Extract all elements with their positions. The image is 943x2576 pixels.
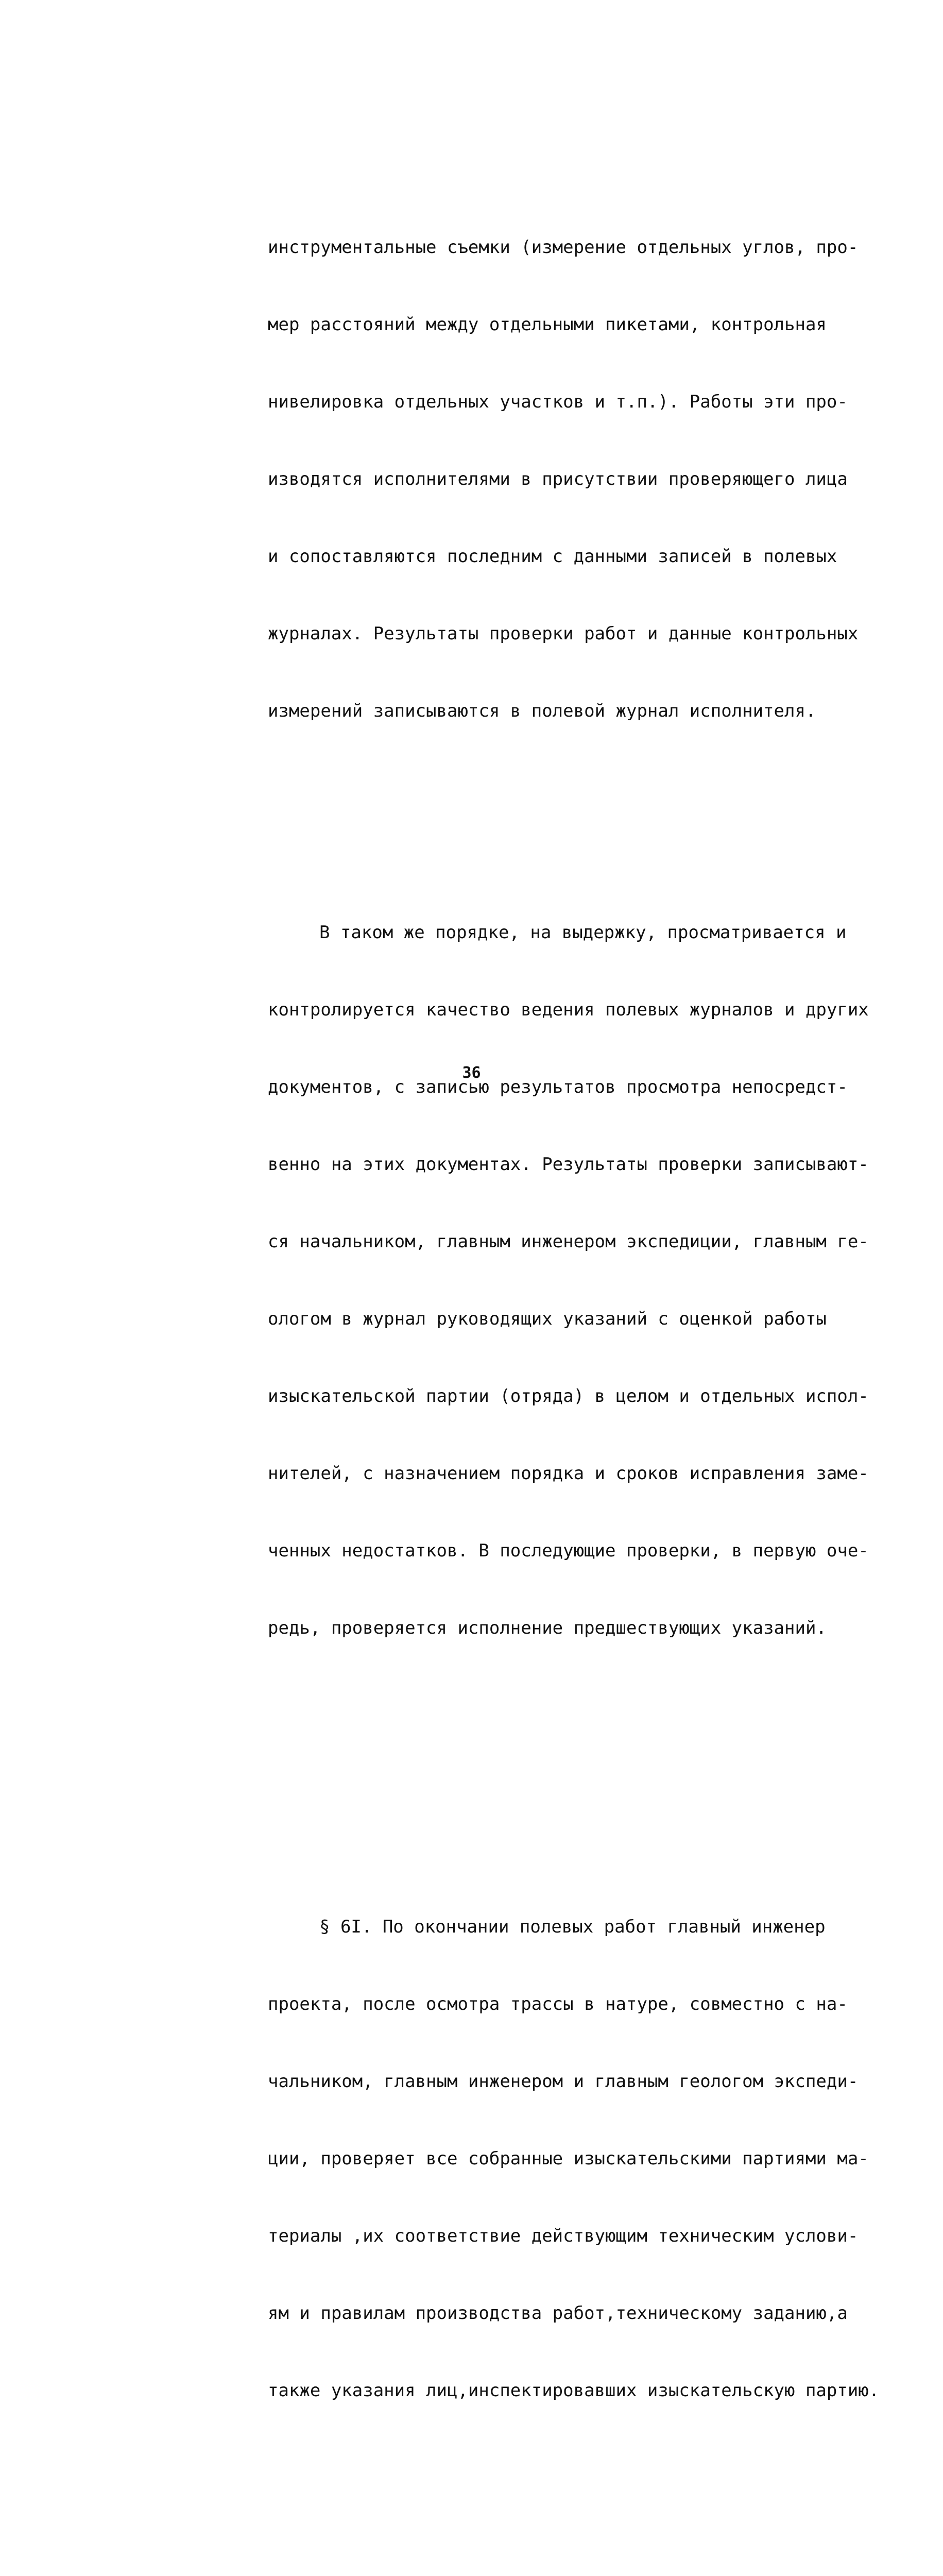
text-line: изыскательской партии (отряда) в целом и отдельных испол-	[268, 1386, 869, 1406]
text-line: документов, с записью результатов просмотра непосредст-	[268, 1077, 848, 1097]
text-line: нителей, с назначением порядка и сроков исправления заме-	[268, 1463, 869, 1484]
page-number: 36	[462, 1064, 481, 1082]
text-line: венно на этих документах. Результаты проверки записывают-	[268, 1154, 869, 1175]
text-line: контролируется качество ведения полевых журналов и других	[268, 999, 869, 1020]
text-line: редь, проверяется исполнение предшествующих указаний.	[268, 1618, 827, 1638]
text-line: В таком же порядке, на выдержку, просматривается и	[319, 922, 847, 943]
paragraph-section-62	[268, 2548, 886, 2576]
text-line: ченных недостатков. В последующие проверки, в первую оче-	[268, 1540, 869, 1561]
text-line: ции, проверяет все собранные изыскательскими партиями ма-	[268, 2148, 869, 2169]
text-line: § 6I. По окончании полевых работ главный инженер	[319, 1917, 826, 1937]
text-line: мер расстояний между отдельными пикетами, контрольная	[268, 314, 827, 335]
paragraph-1	[268, 183, 886, 775]
paragraph-2	[268, 868, 886, 1770]
text-line: ологом в журнал руководящих указаний с оценкой работы	[268, 1309, 827, 1329]
text-line: чальником, главным инженером и главным геологом экспеди-	[268, 2071, 859, 2092]
text-line: измерений записываются в полевой журнал исполнителя.	[268, 701, 816, 721]
text-line: также указания лиц,инспектировавших изыскательскую партию.	[268, 2380, 880, 2401]
text-line: нивелировка отдельных участков и т.п.). Работы эти про-	[268, 392, 848, 412]
text-line: изводятся исполнителями в присутствии проверяющего лица	[268, 469, 848, 489]
text-line: проекта, после осмотра трассы в натуре, совместно с на-	[268, 1994, 848, 2014]
text-line: ся начальником, главным инженером экспедиции, главным ге-	[268, 1231, 869, 1252]
paragraph-section-61	[268, 1862, 886, 2455]
text-line: журналах. Результаты проверки работ и данные контрольных	[268, 623, 859, 644]
text-line	[268, 1692, 886, 1718]
body-text	[268, 106, 886, 2576]
text-line: териалы ,их соответствие действующим техническим услови-	[268, 2226, 859, 2246]
text-line: инструментальные съемки (измерение отдельных углов, про-	[268, 237, 859, 258]
text-line: и сопоставляются последним с данными записей в полевых	[268, 546, 837, 567]
text-line: ям и правилам производства работ,техническому заданию,а	[268, 2303, 848, 2324]
